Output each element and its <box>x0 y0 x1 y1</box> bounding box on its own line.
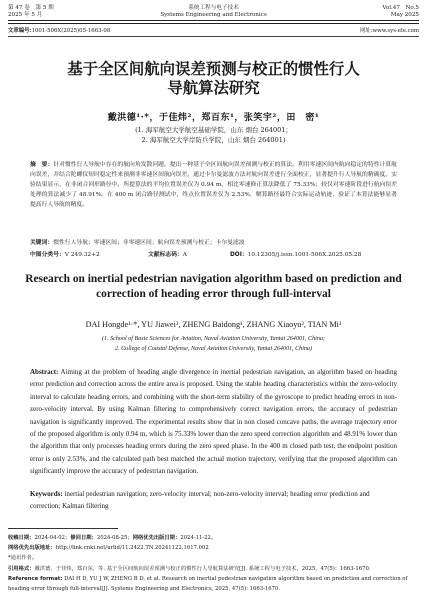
received-label: 收稿日期： <box>8 535 35 541</box>
citation-en <box>8 574 419 594</box>
journal-name-en: Systems Engineering and Electronics <box>160 12 267 19</box>
received-date: 2024-04-02； <box>34 535 71 541</box>
affiliation-cn-line: 2. 海军航空大学岸防兵学院，山东 烟台 264001) <box>141 136 286 144</box>
affiliations-en <box>24 334 403 354</box>
keywords-en-text: inertial pedestrian navigation; zero-velocity interval; non-zero-velocity interval; heading error prediction and correction; Kalman filtering <box>30 490 370 511</box>
volume-no-en: Vol.47 No.5 <box>382 5 419 11</box>
volume-issue-en <box>382 5 419 20</box>
journal-name <box>8 5 419 20</box>
citation-en-text: DAI H D, YU J W, ZHENG B D, et al. Research on inertial pedestrian navigation algorithm based on prediction and correction of heading error through full-interval[J]. Systems Engineering and Electronics, 2025, 47(5): 1663-1670. <box>8 575 408 593</box>
abstract-cn-text: 针对惯性行人导航中存在的航向角发散问题，提出一种基于全区间航向误差预测与校正的算法。利用零速区间内航向稳定的特性计算航向误差，并结合陀螺仪短时稳定性来预测非零速区间航向误差。通过卡尔曼滤波方法对航向误差进行全面校正，显著提升行人导航的精确度。实验结果显示，在非闭合回形路径中，所提算法的平均位置误差仅为 0.94 m，相比零速修正算法降低了 75.33%；较仅对零速阶段进行航向误差处理的算法减少了 48.91%。在 400 m 闭合路径测试中，终点位置误差仅为 2.53%，解算路径最符合实际运动轨迹，验证了本算法能够显著提高行人导航的精度。 <box>30 162 397 208</box>
affiliation-en-line: 2. College of Coastal Defense, Naval Aviation University, Yantai 264001, China) <box>114 346 313 352</box>
online-url-label: 网络优先出版地址： <box>8 545 56 552</box>
authors-cn: 戴洪德¹·*，于佳炜²，郑百东¹，张笑宇²，田 密¹ <box>107 113 320 123</box>
dates-line <box>8 533 419 543</box>
clc-label: 中图分类号： <box>30 252 65 258</box>
keywords-cn <box>30 238 397 248</box>
doi-label: DOI： <box>230 252 248 258</box>
title-cn-line: 导航算法研究 <box>167 79 260 97</box>
abstract-cn-label: 摘 要： <box>30 162 54 168</box>
clc-value: V 249.32+2 <box>64 252 100 258</box>
citation-cn-text: 戴洪德，于佳炜，郑百东，等. 基于全区间航向误差预测与校正的惯性行人导航算法研究[J]. 系统工程与电子技术，2025，47(5)：1663-1670. <box>34 565 371 572</box>
abstract-en-label: Abstract: <box>30 368 59 376</box>
citation-cn <box>8 564 419 574</box>
volume-issue-cn: 第 47 卷 第 5 期 <box>8 5 54 11</box>
doi <box>230 250 361 260</box>
online-url-line <box>8 543 419 553</box>
online-label: 网络优先出版日期： <box>132 535 181 541</box>
clc-code <box>30 250 100 260</box>
affiliation-en-line: (1. School of Basic Sciences for Aviation, Naval Aviation University, Yantai 264001, China; <box>102 336 325 342</box>
affiliation-cn-line: (1. 海军航空大学航空基础学院，山东 烟台 264001； <box>135 126 292 134</box>
doc-value: A <box>182 252 187 258</box>
corresponding-author-note: *通讯作者。 <box>8 555 38 562</box>
authors-en: DAI Hongde¹·*, YU Jiawei², ZHENG Baidong¹, ZHANG Xiaoyu², TIAN Mi¹ <box>85 320 342 329</box>
article-meta <box>8 26 419 35</box>
header-rule-thick <box>8 20 419 21</box>
keywords-en <box>30 488 397 513</box>
keywords-cn-label: 关键词： <box>30 240 54 246</box>
keywords-cn-text: 惯性行人导航；零速区间；非零速区间；航向误差预测与校正；卡尔曼滤波 <box>53 240 245 246</box>
affiliations-cn <box>0 125 427 145</box>
title-cn-line: 基于全区间航向误差预测与校正的惯性行人 <box>67 60 360 78</box>
doi-value[interactable]: 10.12305/j.issn.1001-506X.2025.05.28 <box>247 252 362 258</box>
meta-rule <box>8 36 419 37</box>
revised-date: 2024-08-25； <box>96 535 133 541</box>
abstract-cn <box>30 160 397 210</box>
doc-label: 文献标志码： <box>148 252 183 258</box>
title-en: Research on inertial pedestrian navigation algorithm based on prediction and correction of heading error through full-interval <box>25 273 402 300</box>
online-url[interactable]: http://link.cnki.net/urlid/11.2422.TN.20241122.1617.002 <box>55 545 209 552</box>
article-number <box>8 26 110 34</box>
abstract-en-text: Aiming at the problem of heading angle divergence in inertial pedestrian navigation, an algorithm based on heading error prediction and correction across the entire area is proposed. Using the stable heading characteristics within the zero-velocity interval to calculate heading errors, and combining with the short-term stability of the gyroscope to predict heading errors in non-zero-velocity interval. By using Kalman filtering to comprehensively correct navigation errors, the accuracy of pedestrian navigation is significantly improved. The experimental results show that in non closed concave paths, the average trajectory error of the proposed algorithm is only 0.94 m, which is 75.33% lower than the zero speed correction algorithm and 48.91% lower than the algorithm that only processes heading errors during the zero speed phase. In the 400 m closed path test, the endpoint position error is only 2.53%, and the calculated path best matched the actual motion trajectory, verifying that the proposed algorithm can significantly improve the accuracy of pedestrian navigation. <box>30 368 397 476</box>
doc-code <box>148 250 187 260</box>
citation-en-label: Reference format: <box>8 575 63 582</box>
citation-cn-label: 引用格式： <box>8 565 35 572</box>
header-rule-thin <box>8 23 419 24</box>
journal-website[interactable]: 网址:www.sys-ele.com <box>359 28 419 34</box>
journal-name-cn: 系统工程与电子技术 <box>188 5 239 11</box>
footnotes <box>8 533 419 594</box>
keywords-en-label: Keywords: <box>30 490 63 498</box>
revised-label: 修回日期： <box>70 535 97 541</box>
footnote-rule <box>8 528 118 529</box>
publication-date-en: May 2025 <box>390 12 419 19</box>
article-number-label: 文章编号: <box>8 28 32 34</box>
online-date: 2024-11-22。 <box>180 535 217 541</box>
publication-date-cn: 2025 年 5 月 <box>8 12 43 19</box>
title-cn <box>0 60 427 98</box>
abstract-en <box>30 366 397 478</box>
article-number-value: 1001-506X(2025)05-1663-08 <box>31 28 111 34</box>
